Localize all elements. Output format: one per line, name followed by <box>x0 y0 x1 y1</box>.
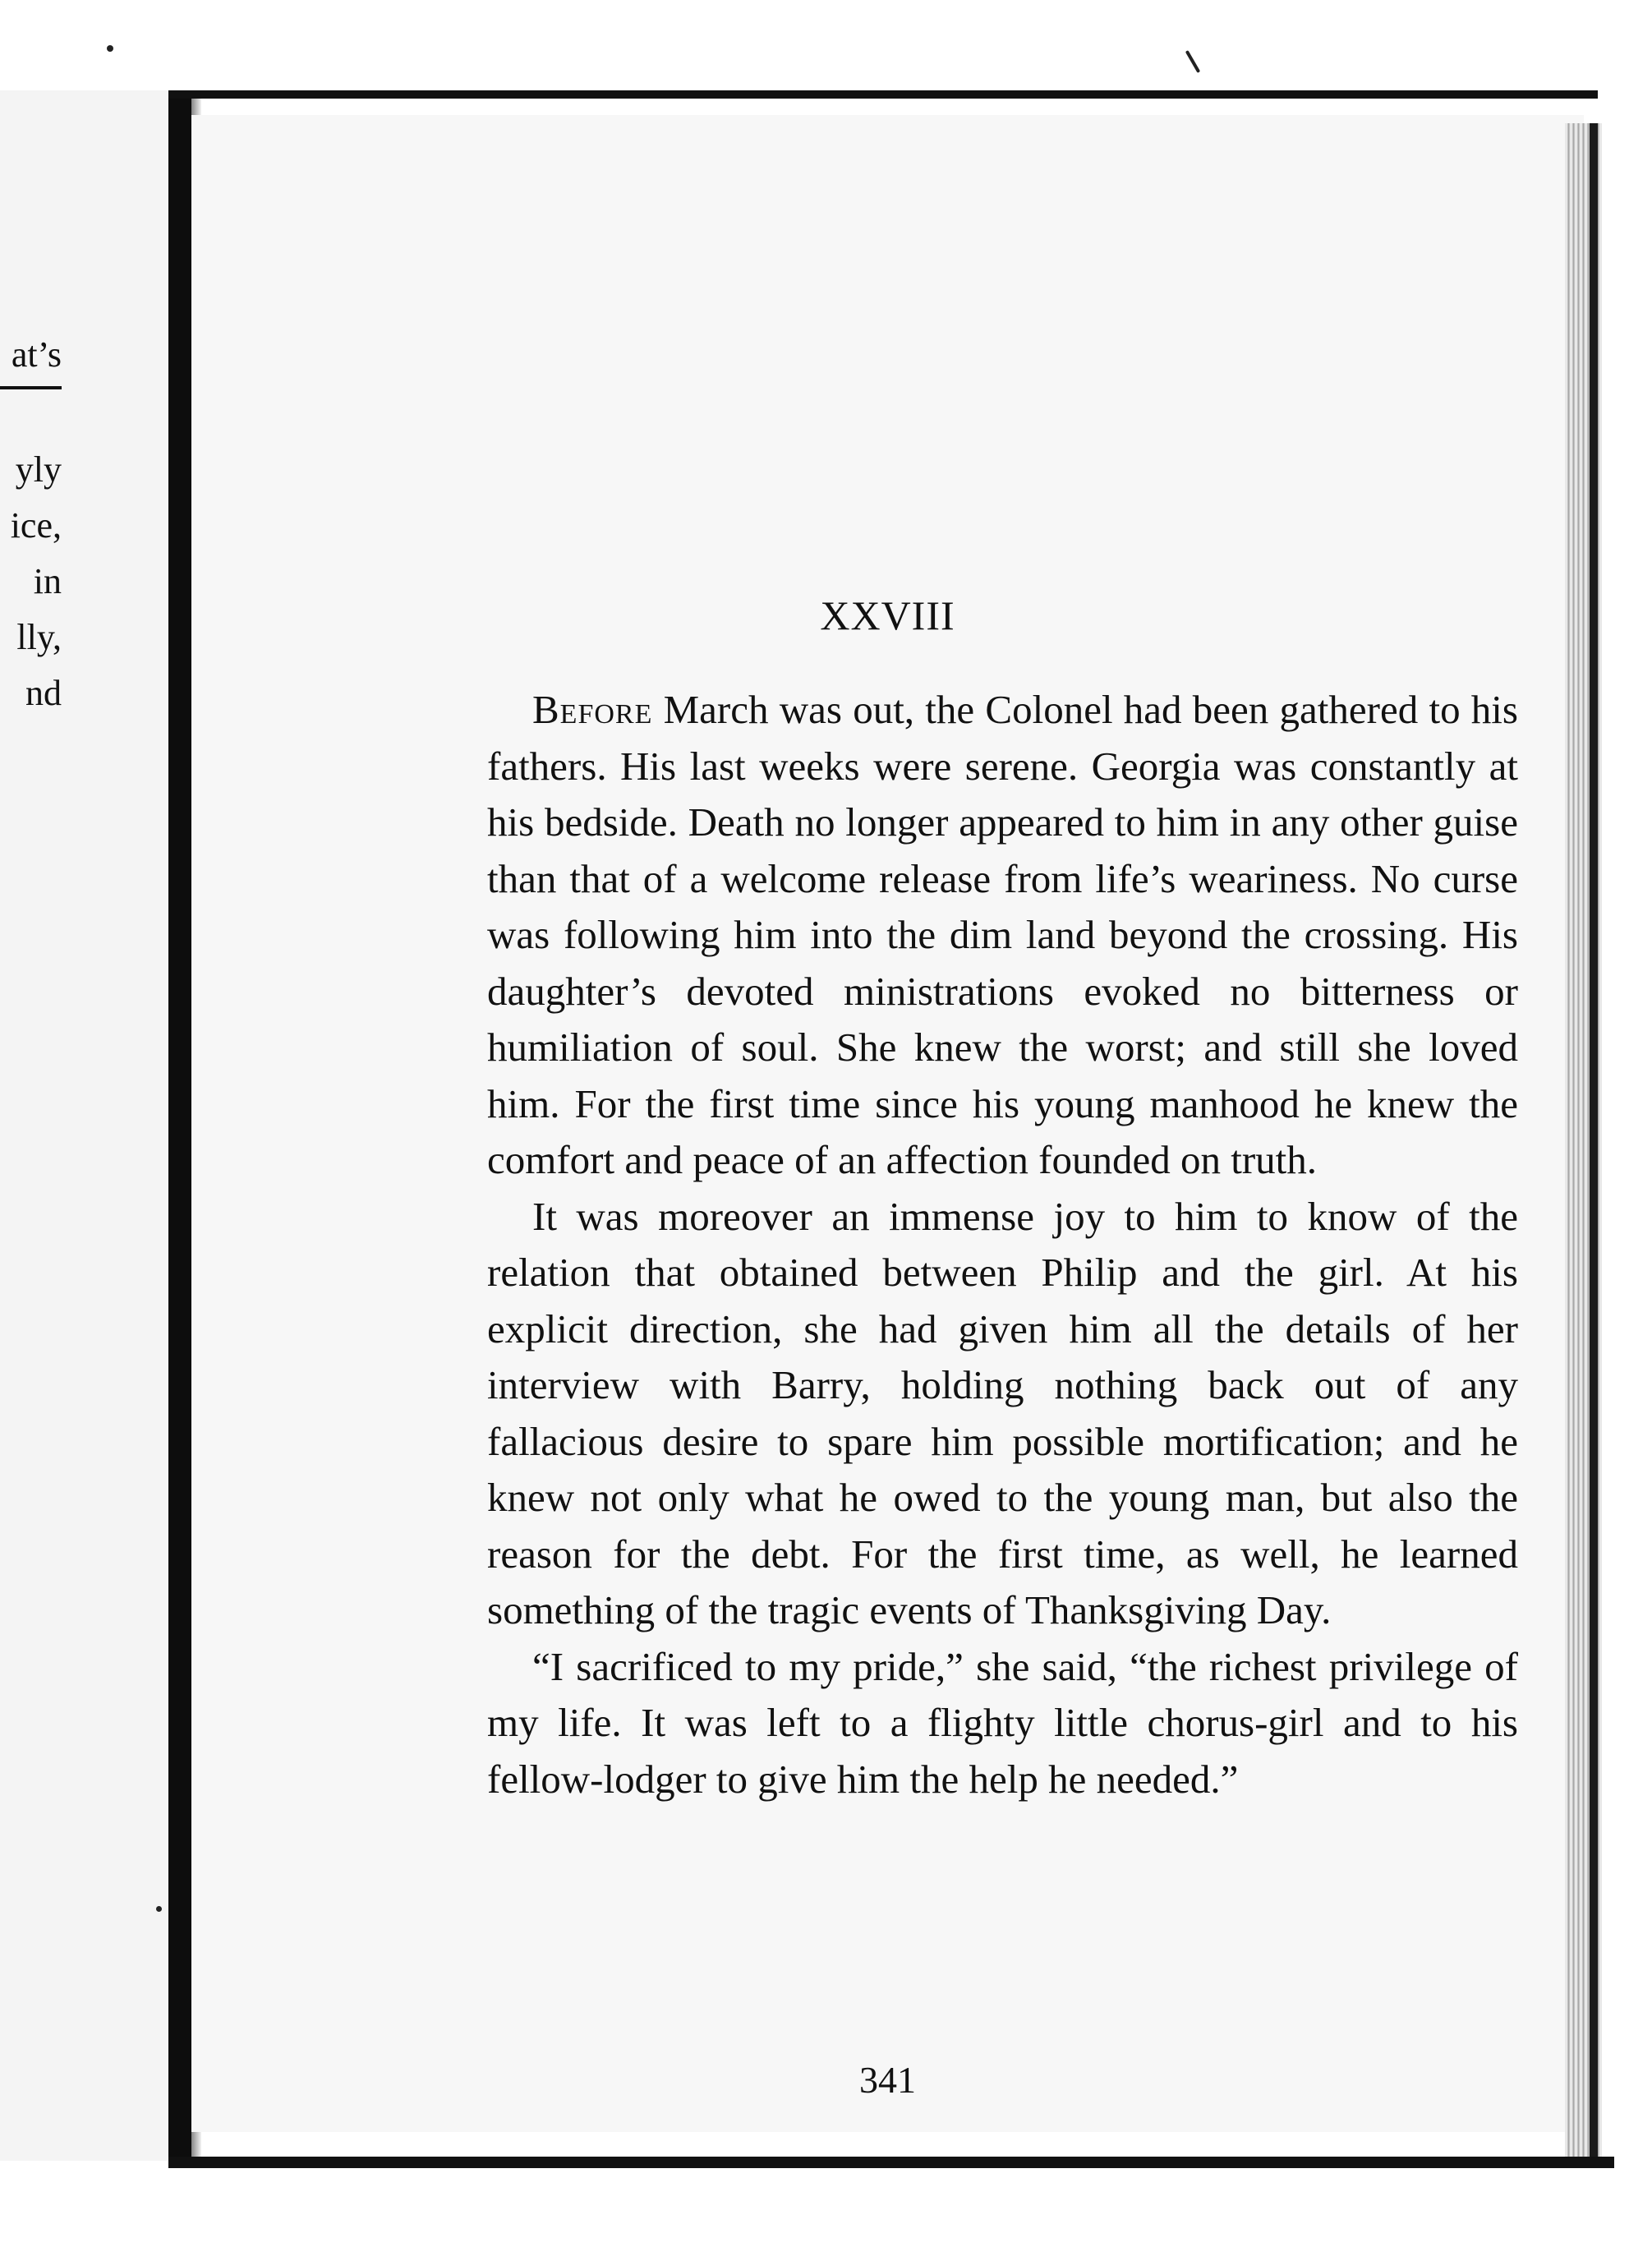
scan-speck <box>156 1906 162 1912</box>
left-fragment: at’s <box>11 334 62 375</box>
body-text <box>487 682 1518 1807</box>
left-page-rule <box>0 386 62 389</box>
paragraph <box>487 1189 1518 1639</box>
left-fragment: nd <box>25 673 62 713</box>
paragraph-text: “I sacrificed to my pride,” she said, “the richest privilege of my life. It was left to a flighty little chorus-girl and to his fellow-lodger to give him the help he needed.” <box>487 1643 1518 1802</box>
bottom-border <box>168 2157 1614 2168</box>
paragraph-text: March was out, the Colonel had been gathered to his fathers. His last weeks were serene. Georgia was constantly at his bedside. Death no longer appeared to him in any other guise than that of a welcome release from life’s weariness. No curse was following him into the dim land beyond the crossing. His daughter’s devoted ministrations evoked no bitterness or humiliation of soul. She knew the worst; and still she loved him. For the first time since his young manhood he knew the comfort and peace of an affection founded on truth. <box>487 687 1518 1182</box>
right-border <box>1590 123 1598 2161</box>
scan-speck <box>107 45 113 52</box>
left-fragment: yly <box>15 449 62 490</box>
paragraph-text: It was moreover an immense joy to him to know of the relation that obtained between Philip and the girl. At his explicit direction, she had given him all the details of her interview with Barry, holding nothing back out of any fallacious desire to spare him possible mortification; and he knew not only what he owed to the young man, but also the reason for the debt. For the first time, as well, he learned something of the tragic events of Thanksgiving Day. <box>487 1193 1518 1632</box>
paragraph <box>487 682 1518 1189</box>
chapter-heading: XXVIII <box>820 592 955 638</box>
top-border <box>168 90 1598 99</box>
book-gutter <box>168 90 191 2161</box>
scan-speck <box>1185 50 1200 73</box>
left-fragment: in <box>33 561 62 601</box>
left-fragment: lly, <box>16 617 62 657</box>
adjacent-left-page <box>0 90 168 2161</box>
book-page <box>191 115 1584 2132</box>
paragraph-lead: Before <box>532 687 653 732</box>
page-number: 341 <box>859 2059 916 2101</box>
paragraph <box>487 1639 1518 1808</box>
left-fragment: ice, <box>10 505 62 546</box>
